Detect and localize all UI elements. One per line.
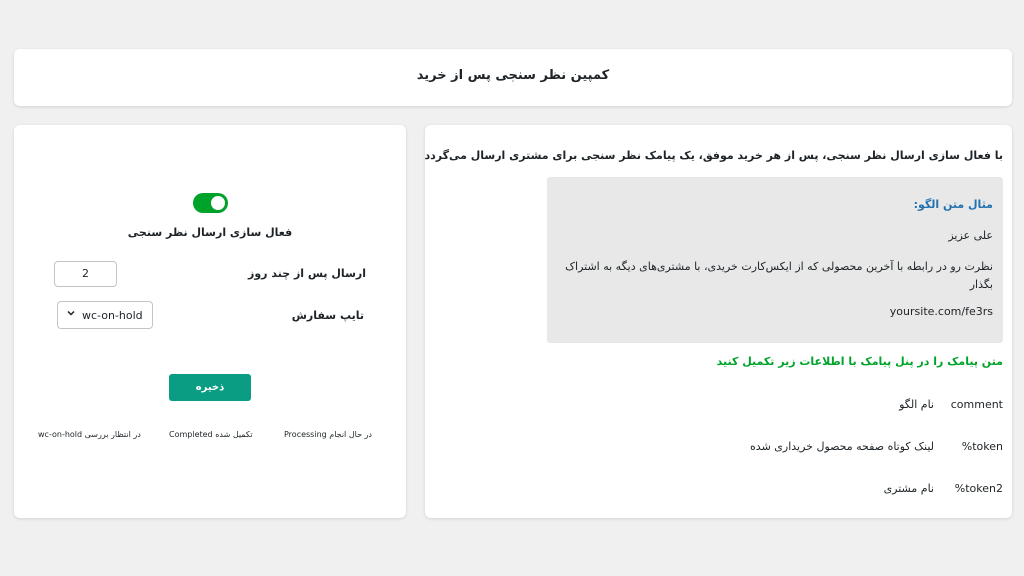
example-line-1: علی عزیز bbox=[948, 229, 993, 242]
token-description: نام الگو bbox=[899, 398, 934, 411]
token-description: نام مشتری bbox=[883, 482, 934, 495]
legend-processing: Processing در حال انجام bbox=[284, 430, 372, 439]
header-card bbox=[14, 49, 1012, 106]
token-description: لینک کوتاه صفحه محصول خریداری شده bbox=[750, 440, 934, 453]
token-name: %token2 bbox=[954, 482, 1003, 495]
example-link: yoursite.com/fe3rs bbox=[889, 305, 993, 318]
order-type-select[interactable] bbox=[57, 301, 153, 329]
toggle-label: فعال سازی ارسال نظر سنجی bbox=[127, 226, 293, 239]
page-title: کمپین نظر سنجی پس از خرید bbox=[416, 68, 610, 83]
example-line-2: نظرت رو در رابطه با آخرین محصولی که از ایکس‌کارت خریدی، با مشتری‌های دیگه به اشتراک بگذار bbox=[565, 260, 993, 291]
days-label: ارسال پس از چند روز bbox=[248, 267, 366, 280]
save-button[interactable]: ذخیره bbox=[169, 374, 251, 401]
chevron-down-icon bbox=[66, 308, 76, 318]
days-input[interactable]: 2 bbox=[54, 261, 117, 287]
token-name: comment bbox=[950, 398, 1003, 411]
example-box bbox=[547, 177, 1003, 343]
order-type-label: تایپ سفارش bbox=[291, 309, 364, 322]
toggle-knob bbox=[211, 196, 225, 210]
legend-completed: Completed تکمیل شده bbox=[169, 430, 253, 439]
settings-card bbox=[14, 125, 406, 518]
legend-on-hold: wc-on-hold در انتظار بررسی bbox=[38, 430, 141, 439]
info-card bbox=[425, 125, 1012, 518]
token-name: %token bbox=[961, 440, 1003, 453]
survey-toggle[interactable] bbox=[193, 193, 228, 213]
order-type-value: wc-on-hold bbox=[82, 309, 143, 322]
example-title: مثال متن الگو: bbox=[913, 198, 993, 211]
instruction-text: متن پیامک را در پنل پیامک با اطلاعات زیر تکمیل کنید bbox=[716, 355, 1003, 368]
description-text: با فعال سازی ارسال نظر سنجی، پس از هر خرید موفق، یک پیامک نظر سنجی برای مشتری ارسال می‌گردد bbox=[424, 149, 1003, 162]
